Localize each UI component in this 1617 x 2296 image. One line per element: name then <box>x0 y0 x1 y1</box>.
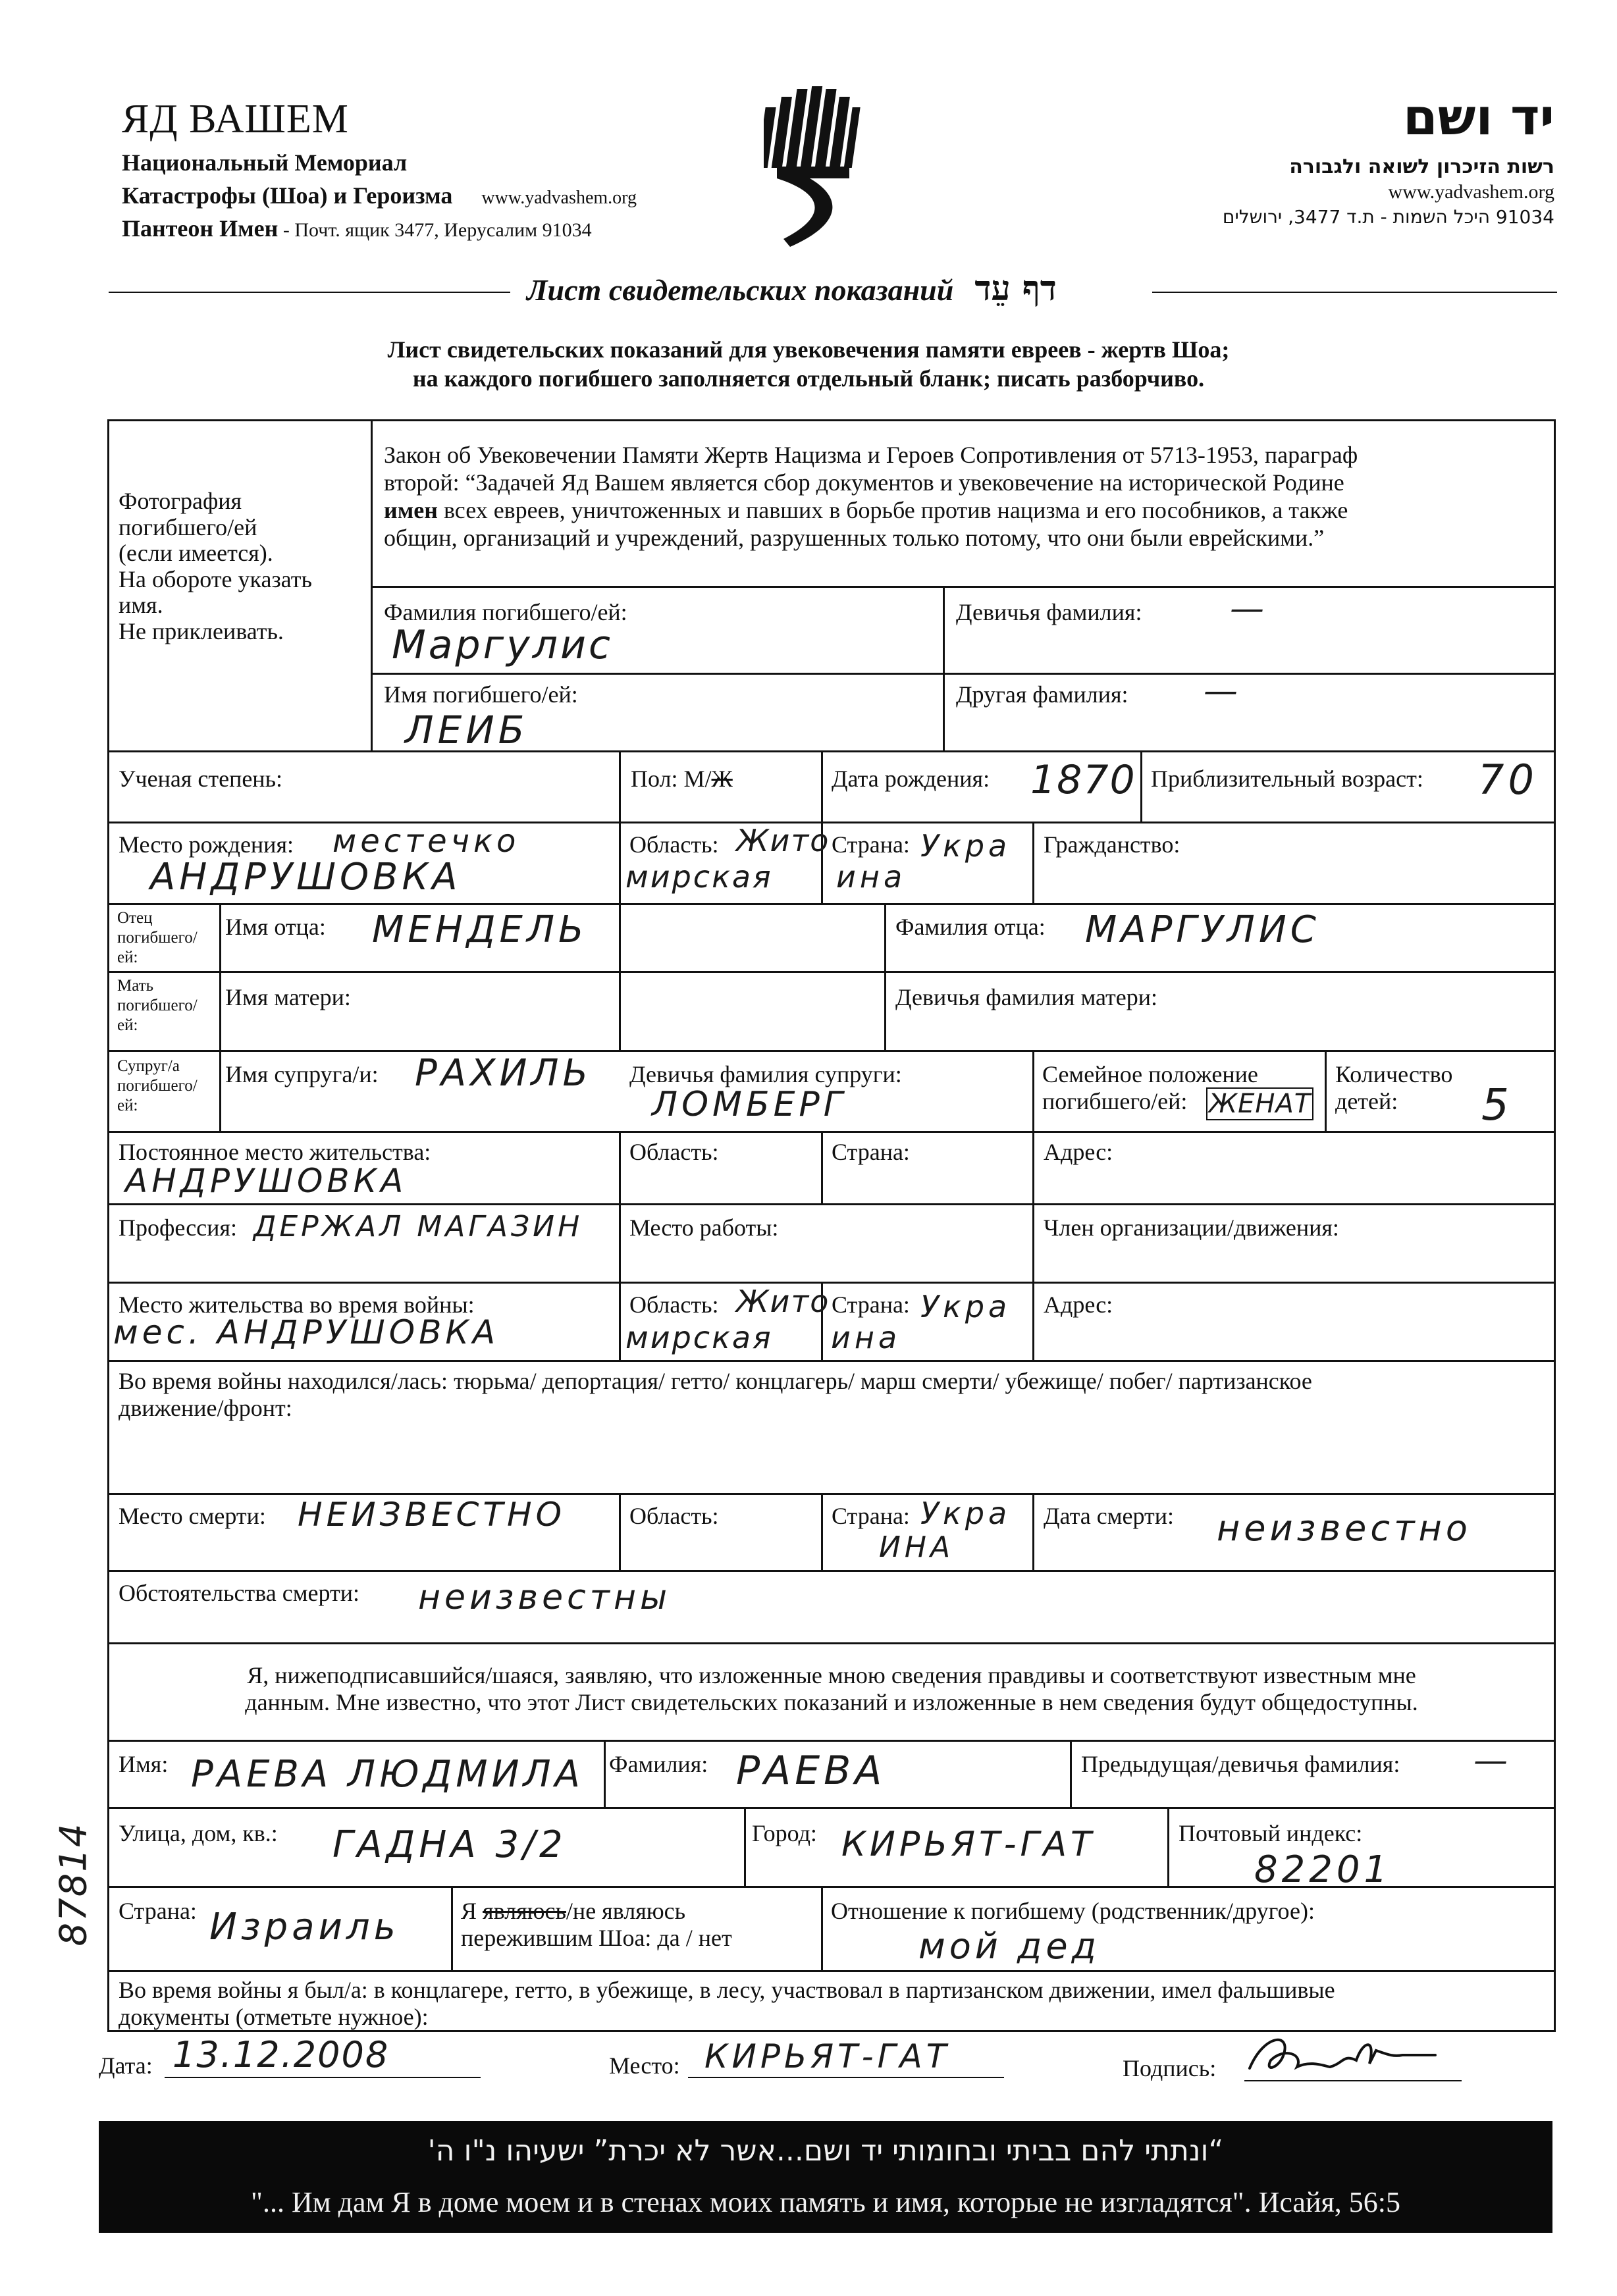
submitter-surname[interactable]: РАЕВА <box>736 1748 886 1794</box>
mother-name-label: Имя матери: <box>225 984 351 1010</box>
declaration <box>107 1662 1556 1717</box>
archive-number: 87814 <box>52 1822 95 1946</box>
rule <box>107 971 1556 973</box>
intro-line-2: на каждого погибшего заполняется отдельный бланк; писать разборчиво. <box>412 365 1205 392</box>
birth-country-label: Страна: <box>832 831 910 858</box>
father-surname-label: Фамилия отца: <box>895 914 1046 940</box>
sign-place-label: Место: <box>609 2052 680 2079</box>
law-text <box>384 441 1358 552</box>
war-whereabouts-label <box>119 1368 1312 1422</box>
rule <box>107 822 1556 823</box>
birthplace-line-1[interactable]: местечко <box>332 823 520 860</box>
header-left <box>122 99 780 242</box>
photo-line: имя. <box>119 592 163 619</box>
rule <box>1140 750 1142 822</box>
submitter-wartime <box>119 1977 1335 2031</box>
survivor-crossed[interactable]: являюсь <box>483 1898 566 1924</box>
degree-label: Ученая степень: <box>119 766 282 792</box>
mother-side-label: Мать погибшего/ей: <box>117 977 198 1034</box>
rule <box>1070 1740 1072 1807</box>
spouse-side-label: Супруг/а погибшего/ей: <box>117 1057 198 1114</box>
death-place-label: Место смерти: <box>119 1503 266 1529</box>
law-line-3-rest: всех евреев, уничтоженных и павших в борьбе против нацизма и его пособников, а также <box>437 497 1348 524</box>
rule <box>604 1740 606 1807</box>
workplace-label: Место работы: <box>629 1214 779 1241</box>
law-line-4: общин, организаций и учреждений, разрушенных только потому, что они были еврейскими.” <box>384 525 1325 552</box>
survivor-question <box>461 1898 732 1952</box>
rule <box>371 673 1556 675</box>
spouse-name-label: Имя супруга/и: <box>225 1061 379 1087</box>
photo-line: (если имеется). <box>119 540 273 567</box>
signature-line <box>1244 2080 1462 2081</box>
marital-status[interactable]: ЖЕНАТ <box>1206 1087 1313 1120</box>
he-address: 91034 היכל השמות - ת.ד 3477, ירושלים <box>1222 206 1554 228</box>
rule <box>1167 1807 1169 1886</box>
org-line-1: Национальный Мемориал <box>122 149 408 176</box>
death-place[interactable]: НЕИЗВЕСТНО <box>298 1496 566 1534</box>
mother-maiden-label: Девичья фамилия матери: <box>895 984 1158 1010</box>
rule <box>619 1131 621 1282</box>
children-label-2: детей: <box>1335 1088 1398 1115</box>
birth-region-line-2[interactable]: мирская <box>625 859 773 895</box>
death-date[interactable]: неизвестно <box>1217 1507 1471 1549</box>
age[interactable]: 70 <box>1478 756 1538 804</box>
citizenship-label: Гражданство: <box>1044 831 1180 858</box>
relation-label: Отношение к погибшему (родственник/другое): <box>831 1898 1315 1924</box>
rule <box>821 1493 823 1570</box>
death-circumstances-label: Обстоятельства смерти: <box>119 1580 359 1606</box>
city[interactable]: КИРЬЯТ-ГАТ <box>841 1825 1096 1864</box>
quote-band <box>99 2121 1552 2233</box>
rule <box>107 1360 1556 1362</box>
zip-label: Почтовый индекс: <box>1179 1820 1363 1846</box>
title-rule-left <box>109 292 510 293</box>
org-line-2-row <box>122 182 780 209</box>
he-website: www.yadvashem.org <box>1388 181 1554 203</box>
father-name[interactable]: МЕНДЕЛЬ <box>372 908 588 951</box>
marital-status-label-2: погибшего/ей: <box>1042 1088 1188 1115</box>
rule <box>821 750 823 822</box>
victim-first-name-label: Имя погибшего/ей: <box>384 681 578 708</box>
declaration-line-1: Я, нижеподписавшийся/шаяся, заявляю, что изложенные мною сведения правдивы и соответствуют известным мне <box>247 1662 1416 1688</box>
form-title-ru: Лист свидетельских показаний <box>527 273 954 307</box>
birth-region-line-1[interactable]: Жито <box>736 823 830 858</box>
father-side-label: Отец погибшего/ей: <box>117 909 198 966</box>
intro-line-1: Лист свидетельских показаний для увековечения памяти евреев - жертв Шоа; <box>387 336 1230 363</box>
rule <box>619 1282 621 1360</box>
war-whereabouts-line-2: движение/фронт: <box>119 1395 292 1422</box>
declaration-line-2: данным. Мне известно, что этот Лист свидетельских показаний и изложенные в нем сведения будут общедоступны. <box>245 1689 1418 1716</box>
rule <box>107 1807 1556 1809</box>
rule <box>371 586 1556 588</box>
rule <box>744 1807 746 1886</box>
rule <box>107 1050 1556 1052</box>
rule <box>1032 1050 1034 1131</box>
rule <box>1032 1131 1034 1282</box>
children-count[interactable]: 5 <box>1481 1080 1513 1130</box>
age-label: Приблизительный возраст: <box>1151 766 1423 792</box>
war-region-line-2[interactable]: мирская <box>625 1320 773 1355</box>
war-country-line-1[interactable]: Укра <box>920 1289 1011 1324</box>
title-rule-right <box>1152 292 1557 293</box>
org-name-he: יד ושם <box>1402 88 1554 146</box>
war-residence-label: Место жительства во время войны: <box>119 1292 475 1318</box>
death-country-line-1[interactable]: Укра <box>920 1496 1011 1531</box>
submitter-prev[interactable]: — <box>1473 1741 1512 1781</box>
rule <box>884 903 886 1050</box>
marital-status-label-1: Семейное положение <box>1042 1061 1258 1087</box>
rule <box>371 419 373 750</box>
rule <box>107 903 1556 905</box>
profession-label: Профессия: <box>119 1214 237 1241</box>
law-line-3 <box>384 496 1358 524</box>
quote-ru: "... Им дам Я в доме моем и в стенах моих память и имя, которые не изгладятся". Исайя, 56:5 <box>251 2186 1400 2218</box>
signature-label: Подпись: <box>1123 2055 1217 2081</box>
signature[interactable] <box>1244 2027 1455 2087</box>
war-country-label: Страна: <box>832 1292 910 1318</box>
submitter-wartime-line-2: документы (отметьте нужное): <box>119 2004 429 2031</box>
rule <box>107 1203 1556 1205</box>
victim-first-name[interactable]: ЛЕИБ <box>405 708 529 752</box>
submitter-prev-label: Предыдущая/девичья фамилия: <box>1081 1751 1400 1777</box>
birthplace-line-2[interactable]: АНДРУШОВКА <box>150 856 462 899</box>
law-bold-word: имен <box>384 497 438 524</box>
org-line-3-row <box>122 215 780 242</box>
death-country-line-2[interactable]: ИНА <box>879 1530 955 1564</box>
rule <box>107 1970 1556 1972</box>
photo-line: погибшего/ей <box>119 513 257 540</box>
spouse-maiden[interactable]: ЛОМБЕРГ <box>652 1085 847 1124</box>
birth-date[interactable]: 1870 <box>1030 757 1136 803</box>
survivor-line-1 <box>461 1898 732 1925</box>
rule <box>1032 1282 1034 1360</box>
sex-crossed[interactable]: Ж <box>711 766 733 792</box>
rule <box>107 1493 1556 1495</box>
survivor-rest: /не являюсь <box>566 1898 686 1924</box>
death-circumstances[interactable]: неизвестны <box>418 1578 672 1617</box>
city-label: Город: <box>752 1820 817 1846</box>
he-line-1: רשות הזיכרון לשואה ולגבורה <box>1289 155 1554 178</box>
member-label: Член организации/движения: <box>1044 1214 1339 1241</box>
residence-address-label: Адрес: <box>1044 1139 1113 1165</box>
form-title-he: דף עֵד <box>974 269 1057 309</box>
spouse-name[interactable]: РАХИЛЬ <box>415 1052 592 1095</box>
photo-box-instructions <box>119 488 312 645</box>
rule <box>1032 1493 1034 1570</box>
sign-place[interactable]: КИРЬЯТ-ГАТ <box>704 2037 951 2075</box>
sign-date[interactable]: 13.12.2008 <box>172 2034 390 2075</box>
rule <box>619 750 621 1050</box>
rule <box>107 1570 1556 1572</box>
org-name-ru: ЯД ВАШЕМ <box>122 97 349 142</box>
residence-country-label: Страна: <box>832 1139 910 1165</box>
victim-other-surname[interactable]: — <box>1204 671 1242 711</box>
victim-surname-label: Фамилия погибшего/ей: <box>384 599 627 625</box>
photo-line: Фотография <box>119 488 242 514</box>
war-country-line-2[interactable]: ина <box>831 1320 901 1355</box>
street-label: Улица, дом, кв.: <box>119 1820 278 1846</box>
birth-country-line-2[interactable]: ина <box>836 859 907 895</box>
children-label-1: Количество <box>1335 1061 1453 1087</box>
residence-label: Постоянное место жительства: <box>119 1139 431 1165</box>
birth-date-label: Дата рождения: <box>832 766 990 792</box>
survivor-line-2: пережившим Шоа: да / нет <box>461 1925 732 1952</box>
zip[interactable]: 82201 <box>1254 1848 1392 1891</box>
submitter-country-label: Страна: <box>119 1898 197 1924</box>
birthplace-label: Место рождения: <box>119 831 294 858</box>
sex-label: Пол: М/ <box>631 766 712 792</box>
photo-line: Не приклеивать. <box>119 617 284 644</box>
yad-vashem-logo <box>764 82 862 250</box>
org-address: - Почт. ящик 3477, Иерусалим 91034 <box>278 219 592 241</box>
sign-date-label: Дата: <box>99 2052 153 2079</box>
death-region-label: Область: <box>629 1503 719 1529</box>
submitter-surname-label: Фамилия: <box>609 1751 708 1777</box>
rule <box>107 750 1556 752</box>
photo-line: На обороте указать <box>119 565 312 592</box>
rule <box>619 1493 621 1570</box>
death-country-label: Страна: <box>832 1503 910 1529</box>
org-website: www.yadvashem.org <box>481 188 637 208</box>
death-date-label: Дата смерти: <box>1044 1503 1175 1529</box>
father-surname[interactable]: МАРГУЛИС <box>1085 908 1320 951</box>
rule <box>821 1131 823 1203</box>
survivor-prefix: Я <box>461 1898 483 1924</box>
spouse-maiden-label: Девичья фамилия супруги: <box>629 1061 902 1087</box>
rule <box>821 1886 823 1970</box>
rule <box>943 586 945 750</box>
submitter-wartime-line-1: Во время войны я был/а: в концлагере, гетто, в убежище, в лесу, участвовал в партизанском движении, имел фальшивые <box>119 1977 1335 2003</box>
residence-region-label: Область: <box>629 1139 719 1165</box>
profession[interactable]: ДЕРЖАЛ МАГАЗИН <box>253 1210 583 1243</box>
pantheon-label: Пантеон Имен <box>122 215 278 242</box>
rule <box>1325 1050 1327 1131</box>
birth-country-line-1[interactable]: Укра <box>920 828 1011 864</box>
sex-field <box>631 766 733 793</box>
org-line-2: Катастрофы (Шоа) и Героизма <box>122 182 453 209</box>
submitter-name-label: Имя: <box>119 1751 169 1777</box>
street[interactable]: ГАДНА 3/2 <box>332 1823 567 1866</box>
header-right <box>1094 88 1554 228</box>
war-region-line-1[interactable]: Жито <box>736 1284 830 1319</box>
children-label <box>1335 1061 1452 1116</box>
law-line-1: Закон об Увековечении Памяти Жертв Нацизма и Героев Сопротивления от 5713-1953, параграф <box>384 442 1358 468</box>
rule <box>1032 822 1034 903</box>
rule <box>107 1131 1556 1133</box>
war-region-label: Область: <box>629 1292 719 1318</box>
war-residence[interactable]: мес. АНДРУШОВКА <box>113 1313 500 1351</box>
victim-maiden-label: Девичья фамилия: <box>956 599 1142 625</box>
submitter-name[interactable]: РАЕВА ЛЮДМИЛА <box>191 1753 584 1796</box>
submitter-country[interactable]: Израиль <box>209 1906 400 1948</box>
war-address-label: Адрес: <box>1044 1292 1113 1318</box>
sign-date-line <box>165 2077 481 2078</box>
victim-other-surname-label: Другая фамилия: <box>956 681 1128 708</box>
sign-place-line <box>688 2077 1004 2078</box>
rule <box>451 1886 453 1970</box>
form-title-row <box>527 269 1057 309</box>
victim-surname[interactable]: Маргулис <box>392 622 613 668</box>
law-line-2: второй: “Задачей Яд Вашем является сбор документов и увековечение на исторической Родине <box>384 469 1344 496</box>
father-name-label: Имя отца: <box>225 914 326 940</box>
rule <box>107 1642 1556 1644</box>
intro <box>0 336 1617 392</box>
war-whereabouts-line-1: Во время войны находился/лась: тюрьма/ депортация/ гетто/ концлагерь/ марш смерти/ убежище/ побег/ партизанское <box>119 1368 1312 1394</box>
birth-region-label: Область: <box>629 831 719 858</box>
quote-he: “ונתתי להם בביתי ובחומותי יד ושם...אשר לא יכרת” ישעיהו נ"ו ה' <box>427 2134 1224 2168</box>
rule <box>107 1740 1556 1742</box>
victim-maiden[interactable]: — <box>1230 589 1268 629</box>
rule <box>219 903 221 1131</box>
residence[interactable]: АНДРУШОВКА <box>125 1162 408 1200</box>
relation[interactable]: мой дед <box>918 1925 1100 1967</box>
rule <box>107 1282 1556 1284</box>
